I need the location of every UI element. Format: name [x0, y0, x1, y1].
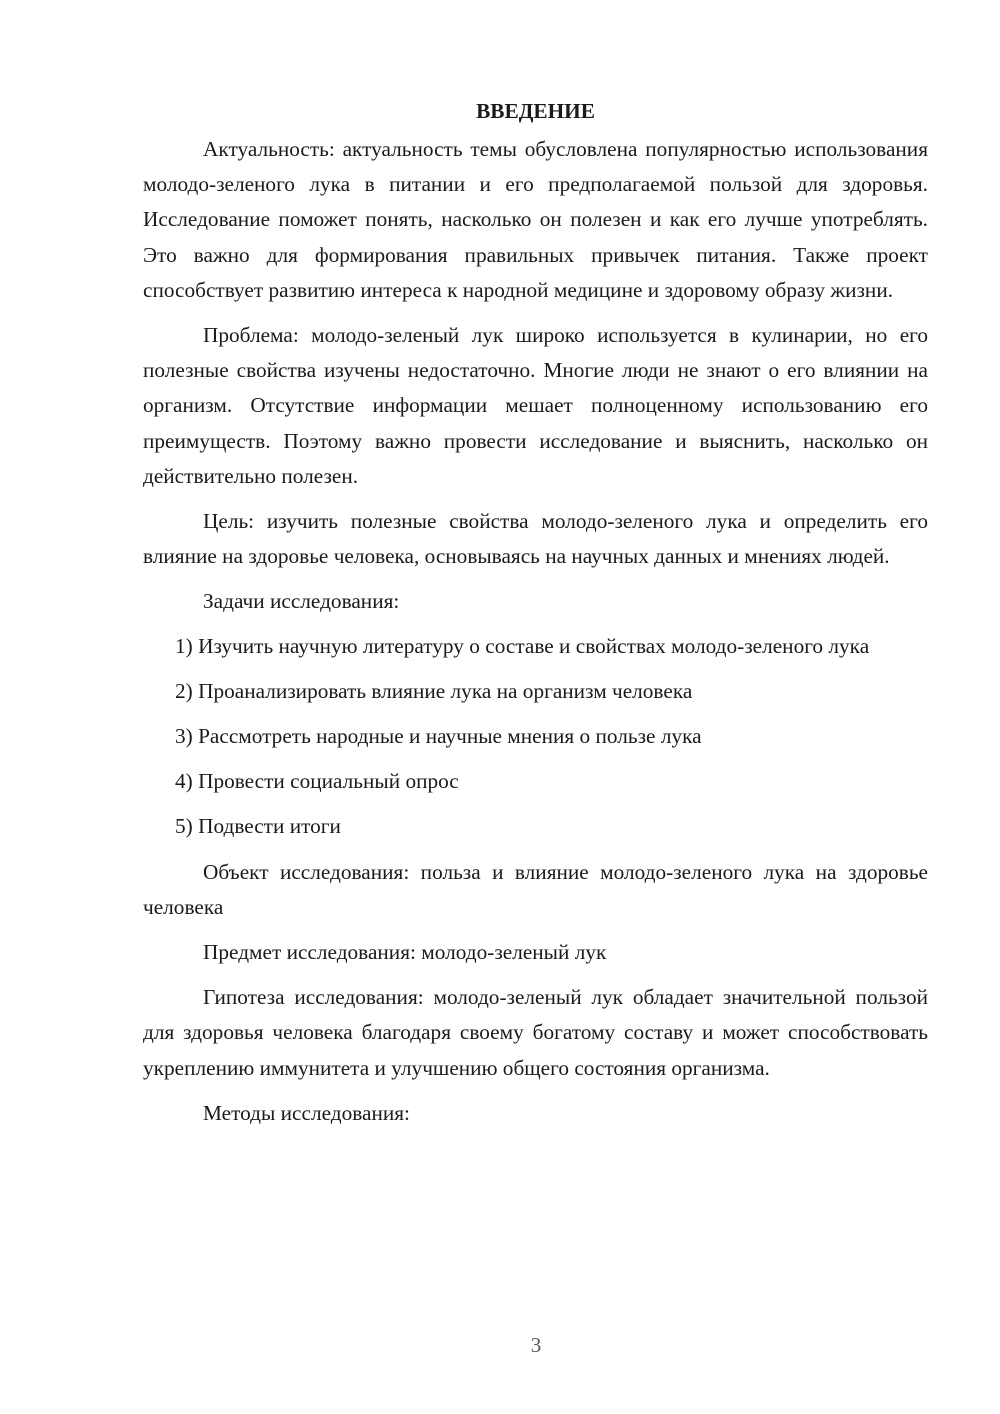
page-number: 3 — [530, 1333, 542, 1357]
problem-paragraph: Проблема: молодо-зеленый лук широко используется в кулинарии, но его полезные свойства изучены недостаточно. Многие люди не знают о его влиянии на организм. Отсутствие информации мешает полноценному использованию его преимуществ. Поэтому важно провести исследование и выяснить, насколько он действительно полезен. — [143, 323, 928, 488]
methods-heading: Методы исследования: — [203, 1100, 410, 1125]
relevance-paragraph: Актуальность: актуальность темы обусловлена популярностью использования молодо-зеленого лука в питании и его предполагаемой пользой для здоровья. Исследование поможет понять, насколько он полезен и как его лучше употреблять. Это важно для формирования правильных привычек питания. Также проект способствует развитию интереса к народной медицине и здоровому образу жизни. — [143, 137, 928, 302]
goal-paragraph: Цель: изучить полезные свойства молодо-зеленого лука и определить его влияние на здоровье человека, основываясь на научных данных и мнениях людей. — [143, 509, 928, 569]
task-item: 4) Провести социальный опрос — [175, 769, 459, 794]
tasks-heading: Задачи исследования: — [203, 589, 400, 614]
task-item: 2) Проанализировать влияние лука на организм человека — [175, 678, 693, 703]
document-page — [143, 96, 928, 1131]
section-title: ВВЕДЕНИЕ — [476, 99, 595, 123]
hypothesis-paragraph: Гипотеза исследования: молодо-зеленый лук обладает значительной пользой для здоровья человека благодаря своему богатому составу и может способствовать укреплению иммунитета и улучшению общего состояния организма. — [143, 985, 928, 1080]
task-item: 3) Рассмотреть народные и научные мнения о пользе лука — [175, 724, 702, 749]
subject-paragraph: Предмет исследования: молодо-зеленый лук — [203, 940, 607, 965]
object-paragraph: Объект исследования: польза и влияние молодо-зеленого лука на здоровье человека — [143, 859, 928, 919]
task-item: 1) Изучить научную литературу о составе и свойствах молодо-зеленого лука — [175, 633, 870, 658]
task-item: 5) Подвести итоги — [175, 814, 341, 839]
